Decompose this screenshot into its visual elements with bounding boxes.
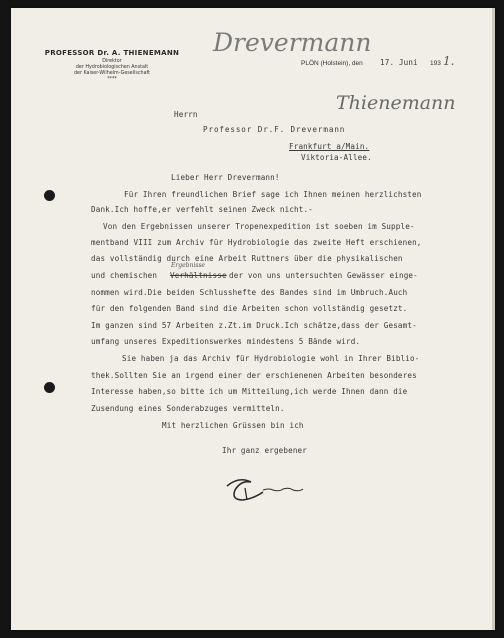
address-street: Viktoria-Allee. <box>301 153 372 162</box>
body-line: Dank.Ich hoffe,er verfehlt seinen Zweck nicht.- <box>91 205 313 214</box>
punch-hole-bottom <box>44 382 55 393</box>
closing-line: Mit herzlichen Grüssen bin ich <box>162 421 304 430</box>
letterhead-line: **** <box>107 77 117 82</box>
dateline-year-digit: 1. <box>443 54 455 68</box>
address-name: Professor Dr.F. Drevermann <box>203 125 346 134</box>
punch-hole-top <box>44 190 55 201</box>
letter-sheet <box>11 8 495 630</box>
body-line: Im ganzen sind 57 Arbeiten z.Zt.im Druck.Ich schätze,dass der Gesamt- <box>91 321 417 330</box>
struck-word: Verhältnisse <box>170 271 227 280</box>
letterhead-line: Direktor <box>102 59 122 64</box>
signature-mark <box>221 470 311 510</box>
body-line: mentband VIII zum Archiv für Hydrobiologie das zweite Heft erschienen, <box>91 238 422 247</box>
body-line: nommen wird.Die beiden Schlusshefte des Bandes sind im Umbruch.Auch <box>91 288 408 297</box>
dateline-date: 17. Juni <box>380 58 418 67</box>
body-line: Zusendung eines Sonderabzuges vermitteln. <box>91 404 285 413</box>
handwritten-name-right: Thienemann <box>336 92 456 114</box>
dateline-place: PLÖN (Holstein), den <box>301 60 363 67</box>
body-line: Sie haben ja das Archiv für Hydrobiologie wohl in Ihrer Biblio- <box>122 354 420 363</box>
dateline-year-prefix: 193 <box>430 60 441 67</box>
address-city: Frankfurt a/Main. <box>289 142 370 151</box>
signature <box>221 470 311 510</box>
letterhead-line: der Hydrobiologischen Anstalt <box>75 65 149 70</box>
greeting: Lieber Herr Drevermann! <box>171 173 280 182</box>
page-edge <box>492 8 495 630</box>
body-line: für den folgenden Band sind die Arbeiten schon vollständig gesetzt. <box>91 304 408 313</box>
body-line: das vollständig durch eine Arbeit Ruttners über die physikalischen <box>91 254 403 263</box>
body-line: thek.Sollten Sie an irgend einer der erschienenen Arbeiten besonderes <box>91 371 417 380</box>
insertion-handwriting: Ergebnisse <box>171 262 205 269</box>
body-line: der von uns untersuchten Gewässer einge- <box>229 271 418 280</box>
address-salutation: Herrn <box>174 110 198 119</box>
closing-line: Ihr ganz ergebener <box>222 446 307 455</box>
body-line: und chemischen <box>91 271 158 280</box>
handwritten-name-top: Drevermann <box>213 28 372 57</box>
letterhead-name: PROFESSOR Dr. A. THIENEMANN <box>44 49 180 57</box>
letterhead-line: der Kaiser-Wilhelm-Gesellschaft <box>73 71 151 76</box>
body-line: umfang unseres Expeditionswerkes mindestens 5 Bände wird. <box>91 337 361 346</box>
body-line: Für Ihren freundlichen Brief sage ich Ihnen meinen herzlichsten <box>124 190 422 199</box>
body-line: Von den Ergebnissen unserer Tropenexpedition ist soeben im Supple- <box>103 222 415 231</box>
body-line: Interesse haben,so bitte ich um Mitteilung,ich werde Ihnen dann die <box>91 387 408 396</box>
